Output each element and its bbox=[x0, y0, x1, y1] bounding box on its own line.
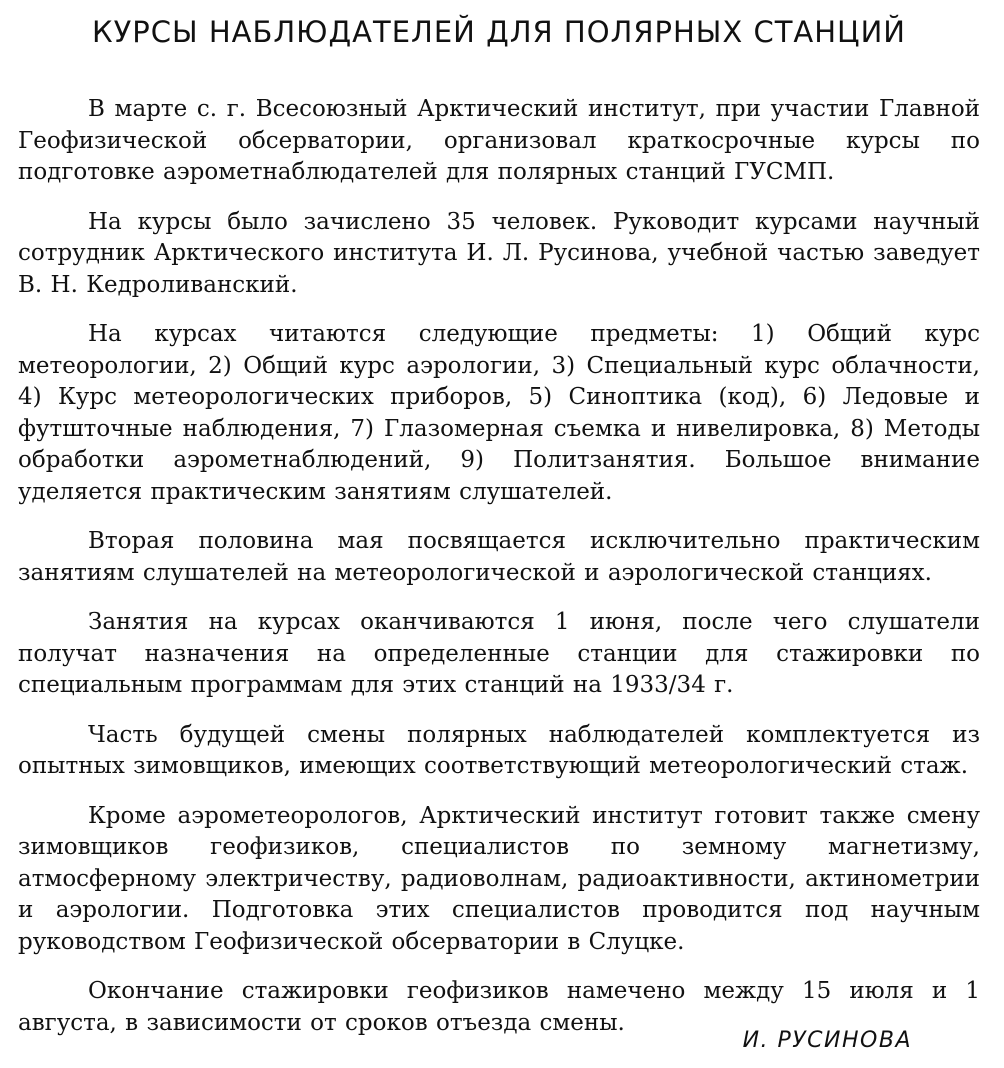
paragraph-2: На курсы было зачислено 35 человек. Руководит курсами научный сотрудник Арктического института И. Л. Русинова, учебной частью заведует В. Н. Кедроливанский. bbox=[18, 208, 980, 298]
article-body bbox=[18, 94, 980, 1039]
paragraph-4: Вторая половина мая посвящается исключительно практическим занятиям слушателей на метеорологической и аэрологической станциях. bbox=[18, 528, 980, 586]
paragraph-1: В марте с. г. Всесоюзный Арктический институт, при участии Главной Геофизической обсерватории, организовал краткосрочные курсы по подготовке аэрометнаблюдателей для полярных станций ГУСМП. bbox=[18, 96, 980, 185]
paragraph-3: На курсах читаются следующие предметы: 1) Общий курс метеорологии, 2) Общий курс аэрологии, 3) Специальный курс облачности, 4) Курс метеорологических приборов, 5) Синоптика (код), 6) Ледовые и футшточные наблюдения, 7) Глазомерная съемка и нивелировка, 8) Методы обработки аэрометнаблюдений, 9) Политзанятия. Большое внимание уделяется практическим занятиям слушателей. bbox=[18, 321, 980, 505]
paragraph-6: Часть будущей смены полярных наблюдателей комплектуется из опытных зимовщиков, имеющих соответствующий метеорологический стаж. bbox=[18, 721, 980, 779]
article-title: КУРСЫ НАБЛЮДАТЕЛЕЙ ДЛЯ ПОЛЯРНЫХ СТАНЦИЙ bbox=[92, 15, 906, 49]
paragraph-5: Занятия на курсах оканчиваются 1 июня, после чего слушатели получат назначения на определенные станции для стажировки по специальным программам для этих станций на 1933/34 г. bbox=[18, 609, 980, 698]
paragraph-8: Окончание стажировки геофизиков намечено между 15 июля и 1 августа, в зависимости от сроков отъезда смены. bbox=[18, 978, 980, 1036]
paragraph-7: Кроме аэрометеорологов, Арктический институт готовит также смену зимовщиков геофизиков, специалистов по земному магнетизму, атмосферному электричеству, радиоволнам, радиоактивности, актинометрии и аэрологии. Подготовка этих специалистов проводится под научным руководством Геофизической обсерватории в Слуцке. bbox=[18, 802, 980, 955]
author-signature: И. РУСИНОВА bbox=[742, 1028, 912, 1053]
